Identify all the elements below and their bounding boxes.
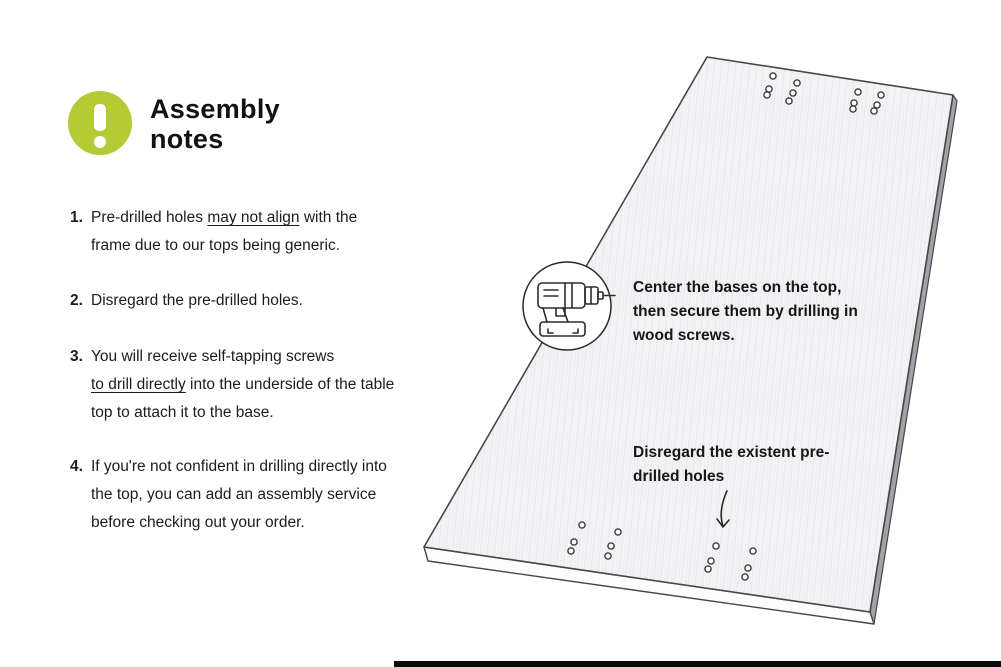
note-number: 3. [70,348,83,365]
note-item-3 [70,343,401,427]
pre-drilled-hole [705,566,711,572]
pre-drilled-hole [708,558,714,564]
pre-drilled-hole [713,543,719,549]
pre-drilled-hole [608,543,614,549]
pre-drilled-hole [579,522,585,528]
pre-drilled-hole [871,108,877,114]
pre-drilled-hole [742,574,748,580]
note-text: If you're not confident in drilling directly into the top, you can add an assembly service before checking out your order. [91,458,387,531]
pre-drilled-hole [605,553,611,559]
note-item-4 [70,453,401,537]
pre-drilled-hole [855,89,861,95]
note-number: 1. [70,209,83,226]
pre-drilled-hole [851,100,857,106]
pre-drilled-hole [571,539,577,545]
note-item-2 [70,287,401,315]
note-text: Disregard the pre-drilled holes. [91,292,303,309]
callout-drill-instruction: Center the bases on the top, then secure them by drilling in wood screws. [633,279,858,344]
pre-drilled-hole [750,548,756,554]
pre-drilled-hole [874,102,880,108]
pre-drilled-hole [745,565,751,571]
pre-drilled-hole [878,92,884,98]
pre-drilled-hole [615,529,621,535]
bottom-divider-bar [394,661,1001,667]
pre-drilled-hole [568,548,574,554]
callout-disregard-holes: Disregard the existent pre-drilled holes [633,444,830,485]
pre-drilled-hole [850,106,856,112]
pre-drilled-hole [766,86,772,92]
note-text: Pre-drilled holes may not align with the frame due to our tops being generic. [91,209,358,254]
note-item-1 [70,204,401,260]
page-title: Assembly notes [150,94,280,154]
underlined-phrase: to drill directly [91,376,186,393]
pre-drilled-hole [770,73,776,79]
note-number: 2. [70,292,83,309]
underlined-phrase: may not align [207,209,300,226]
note-text: You will receive self-tapping screws to drill directly into the underside of the table top to attach it to the base. [91,348,395,421]
note-number: 4. [70,458,83,475]
pre-drilled-hole [764,92,770,98]
pre-drilled-hole [786,98,792,104]
pre-drilled-hole [790,90,796,96]
pre-drilled-hole [794,80,800,86]
exclamation-icon [68,91,132,155]
